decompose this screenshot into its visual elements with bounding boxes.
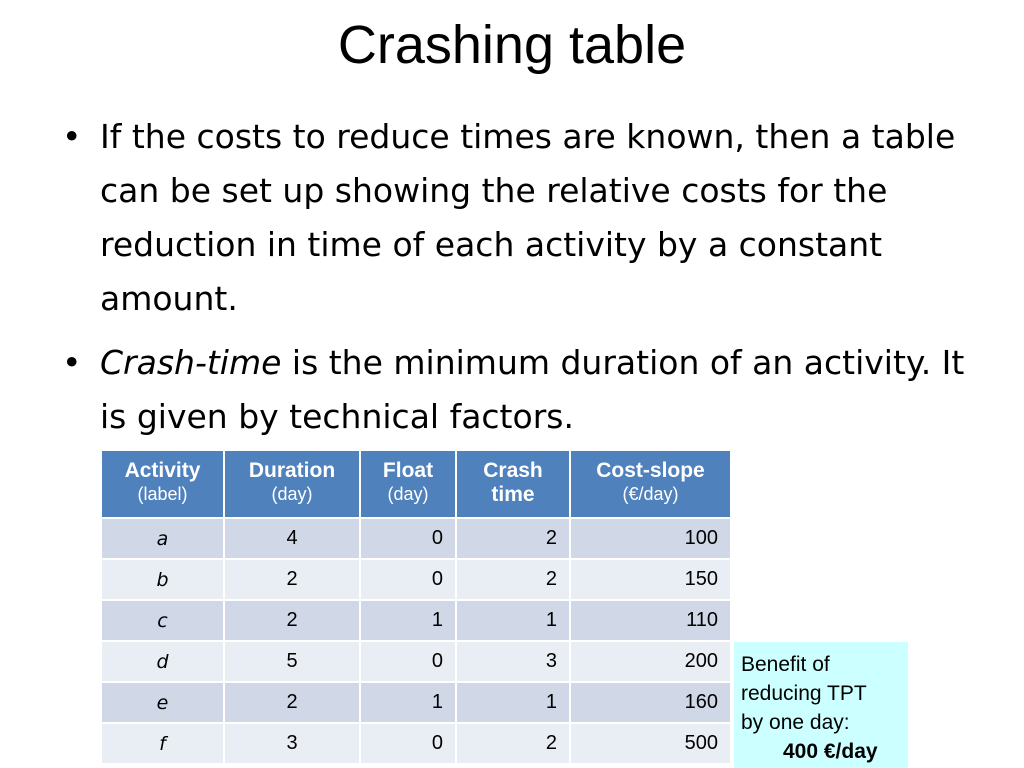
crashing-table — [100, 449, 732, 765]
cell-cost-slope: 150 — [570, 559, 731, 600]
bullet-text: If the costs to reduce times are known, then a table can be set up showing the relative costs for the reduction in time of each activity by a constant amount. — [100, 117, 956, 318]
column-title: Crash time — [483, 459, 543, 506]
column-title: Float — [382, 459, 434, 482]
cell-activity: a — [101, 518, 224, 559]
column-unit: (day) — [387, 484, 429, 504]
cell-duration: 4 — [224, 518, 360, 559]
cell-cost-slope: 160 — [570, 682, 731, 723]
table-row — [101, 723, 731, 764]
column-unit: (€/day) — [622, 484, 679, 504]
cell-activity: e — [101, 682, 224, 723]
cell-float: 1 — [360, 682, 456, 723]
cell-crash-time: 2 — [456, 518, 570, 559]
column-header-crash-time — [456, 450, 570, 518]
cell-activity: f — [101, 723, 224, 764]
cell-crash-time: 3 — [456, 641, 570, 682]
table-row — [101, 641, 731, 682]
cell-activity: d — [101, 641, 224, 682]
bullet-item — [62, 336, 972, 444]
cell-float: 1 — [360, 600, 456, 641]
cell-cost-slope: 500 — [570, 723, 731, 764]
cell-float: 0 — [360, 641, 456, 682]
column-title: Activity — [124, 459, 201, 482]
cell-activity: c — [101, 600, 224, 641]
column-title: Duration — [248, 459, 336, 482]
slide-title: Crashing table — [337, 15, 687, 75]
table-row — [101, 518, 731, 559]
note-value: 400 €/day — [783, 740, 878, 763]
cell-duration: 3 — [224, 723, 360, 764]
table-header-row — [101, 450, 731, 518]
cell-crash-time: 1 — [456, 600, 570, 641]
cell-float: 0 — [360, 723, 456, 764]
cell-float: 0 — [360, 559, 456, 600]
cell-duration: 5 — [224, 641, 360, 682]
cell-activity: b — [101, 559, 224, 600]
cell-duration: 2 — [224, 682, 360, 723]
bullet-icon: • — [62, 343, 82, 382]
table-row — [101, 559, 731, 600]
bullet-text: is the minimum duration of an activity. It is given by technical factors. — [100, 343, 965, 436]
column-unit: (day) — [271, 484, 313, 504]
cell-float: 0 — [360, 518, 456, 559]
cell-cost-slope: 100 — [570, 518, 731, 559]
benefit-note — [734, 642, 908, 768]
column-title: Cost-slope — [596, 459, 705, 482]
column-header-activity — [101, 450, 224, 518]
note-line: reducing TPT — [741, 682, 867, 705]
table-row — [101, 600, 731, 641]
cell-duration: 2 — [224, 600, 360, 641]
column-header-duration — [224, 450, 360, 518]
bullet-item — [62, 110, 972, 326]
cell-crash-time: 2 — [456, 723, 570, 764]
cell-crash-time: 1 — [456, 682, 570, 723]
note-line: by one day: — [741, 711, 850, 734]
cell-duration: 2 — [224, 559, 360, 600]
column-header-float — [360, 450, 456, 518]
column-header-cost-slope — [570, 450, 731, 518]
bullet-emphasis: Crash-time — [100, 343, 282, 382]
bullet-list — [62, 110, 972, 454]
table-row — [101, 682, 731, 723]
cell-cost-slope: 110 — [570, 600, 731, 641]
note-line: Benefit of — [741, 653, 830, 676]
bullet-icon: • — [62, 117, 82, 156]
cell-cost-slope: 200 — [570, 641, 731, 682]
column-unit: (label) — [137, 484, 188, 504]
cell-crash-time: 2 — [456, 559, 570, 600]
